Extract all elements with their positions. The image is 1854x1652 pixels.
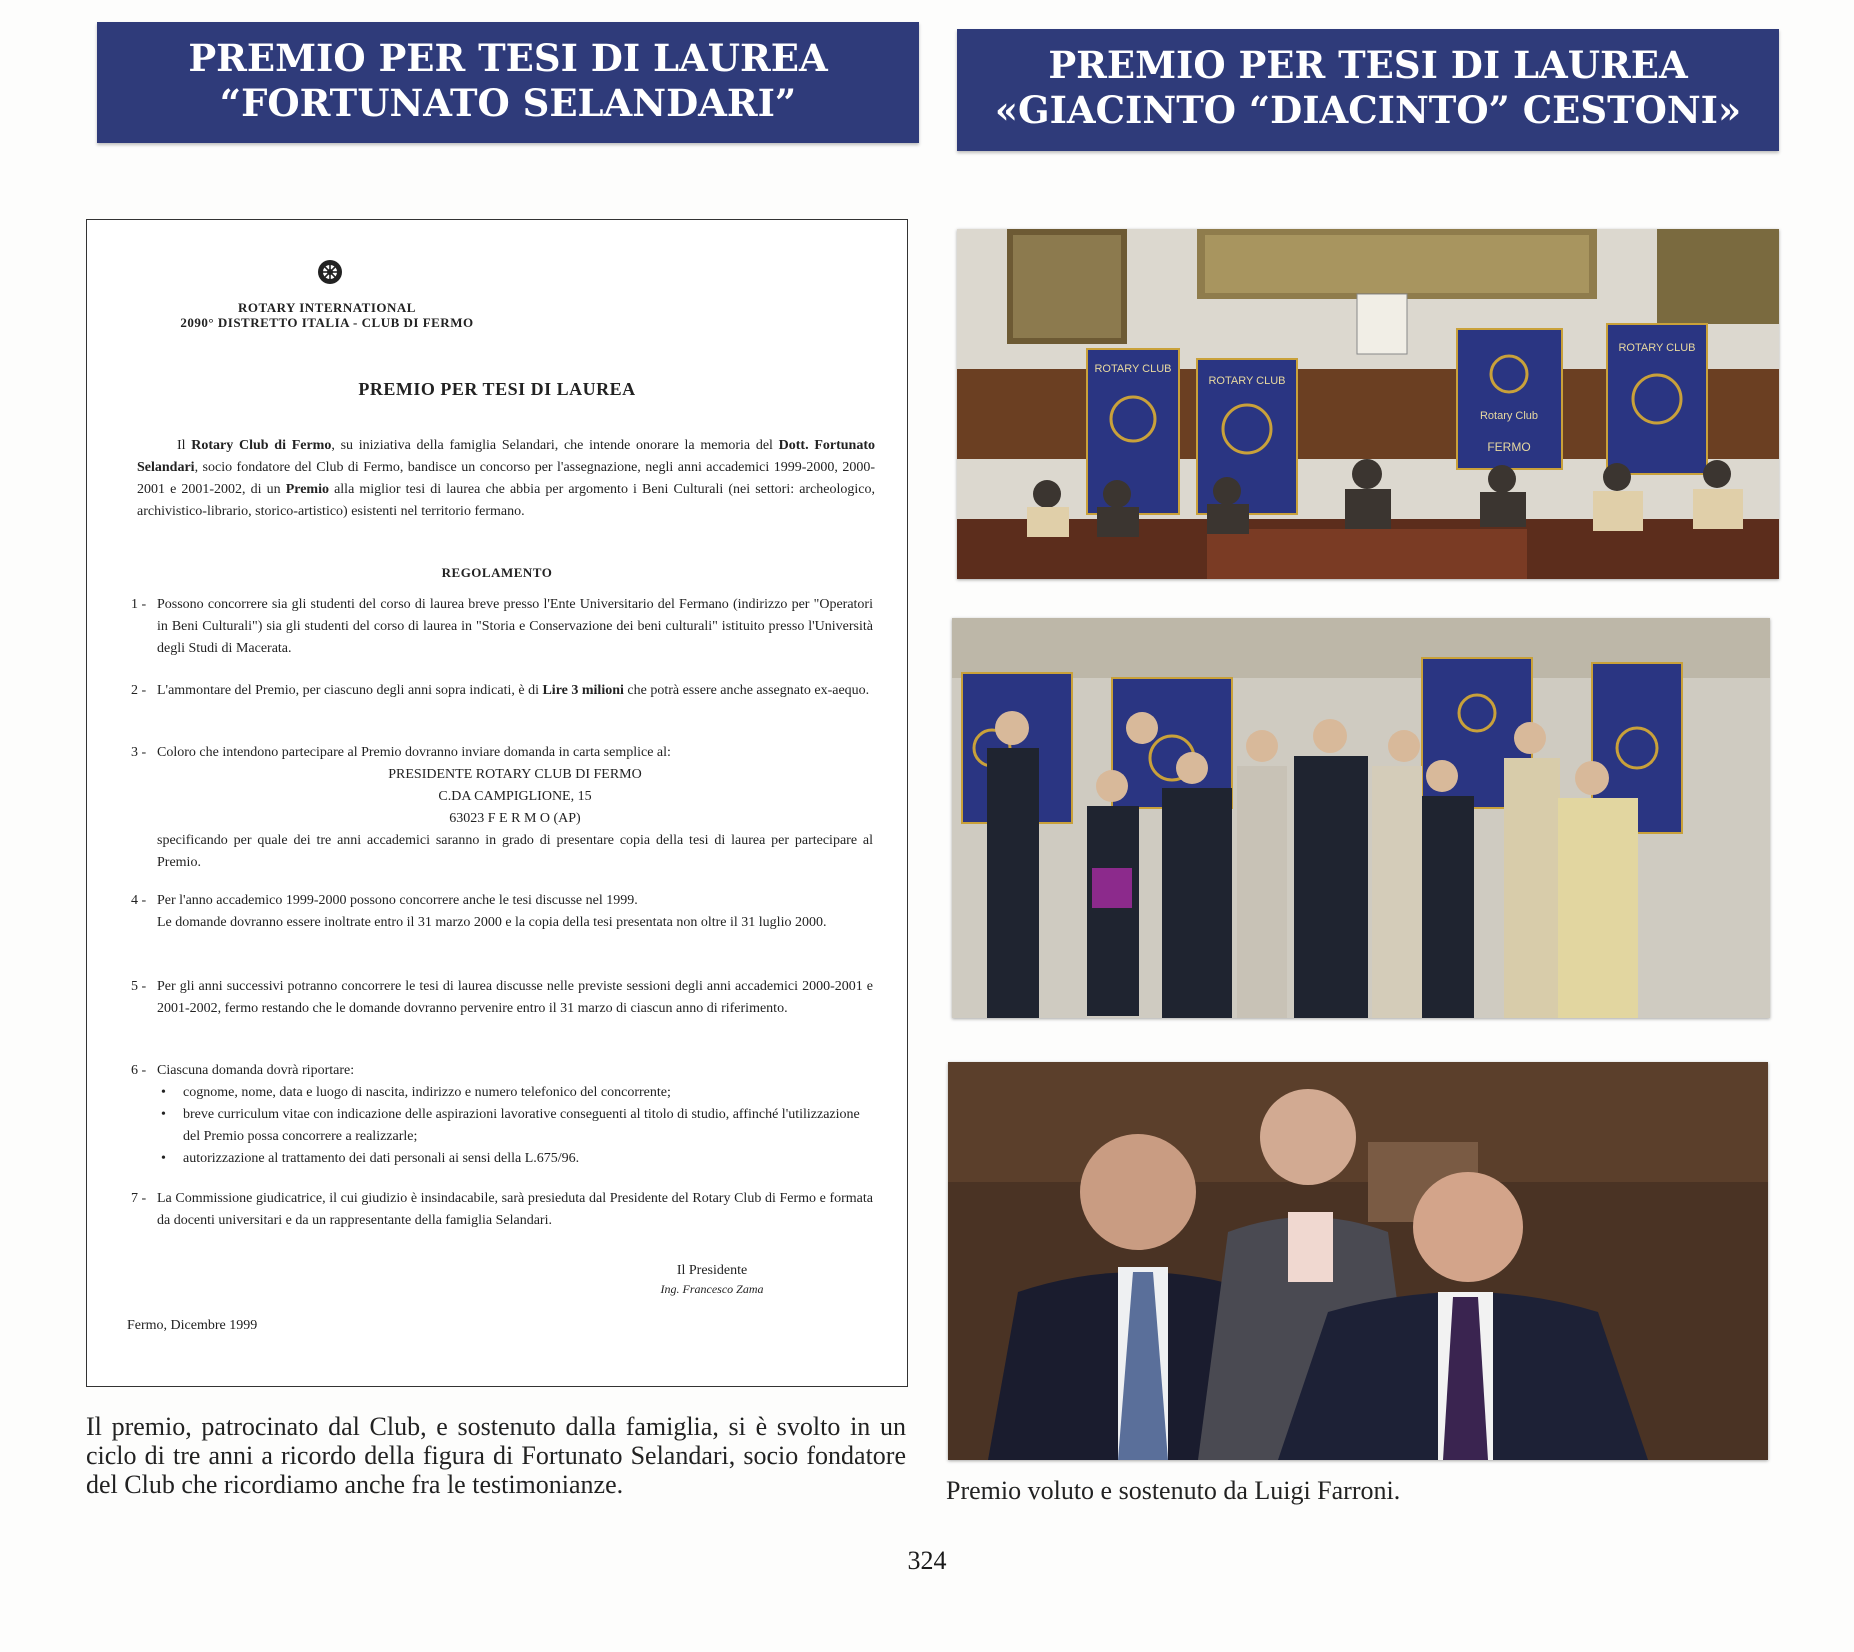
group-portrait-illustration	[952, 618, 1770, 1018]
left-title-banner	[97, 22, 919, 143]
bullet-item: • cognome, nome, data e luogo di nascita, indirizzo e numero telefonico del concorrente;	[157, 1082, 873, 1104]
org-line2: 2090° DISTRETTO ITALIA - CLUB DI FERMO	[180, 315, 474, 330]
rule-number: 4 -	[131, 893, 147, 908]
rule-number: 2 -	[131, 683, 147, 698]
photo-closeup	[948, 1062, 1768, 1460]
right-caption: Premio voluto e sostenuto da Luigi Farroni.	[946, 1476, 1401, 1505]
conference-panel-illustration	[957, 229, 1779, 579]
rule-item-2	[131, 680, 873, 702]
banner-label: FERMO	[1487, 440, 1531, 454]
signature-name: Ing. Francesco Zama	[660, 1282, 764, 1296]
intro-bold-club: Rotary Club di Fermo	[191, 438, 332, 453]
rule-item-4	[131, 890, 873, 934]
intro-bold-name: Dott. Fortunato Selandari	[137, 438, 875, 475]
rule-text: Per gli anni successivi potranno concorrere le tesi di laurea discusse nelle previste sessioni degli anni accademici 2000-2001 e 2001-2002, fermo restando che le domande dovranno pervenire entro il 31 marzo di ciascun anno di riferimento.	[157, 979, 873, 1016]
rule-item-7	[131, 1188, 873, 1232]
announcement-document	[86, 219, 908, 1387]
rule-number: 6 -	[131, 1063, 147, 1078]
banner-label: ROTARY CLUB	[1618, 342, 1696, 354]
bullet-icon: •	[161, 1085, 166, 1100]
prize-amount: Lire 3 milioni	[542, 683, 624, 698]
left-caption: Il premio, patrocinato dal Club, e sostenuto dalla famiglia, si è svolto in un ciclo di tre anni a ricordo della figura di Fortunato Selandari, socio fondatore del Club che ricordiamo anche fra le testimonianze.	[86, 1412, 906, 1499]
page-number: 324	[907, 1546, 947, 1575]
bullet-item: • autorizzazione al trattamento dei dati personali ai sensi della L.675/96.	[157, 1148, 873, 1170]
rule-text: Ciascuna domanda dovrà riportare:	[157, 1063, 355, 1078]
rule-item-3	[131, 742, 873, 874]
intro-text-4: alla miglior tesi di laurea che abbia per argomento i Beni Culturali (nei settori: archeologico, archivistico-librario, storico-artistico) esistenti nel territorio fermano.	[137, 482, 876, 519]
bullet-icon: •	[161, 1151, 166, 1166]
banner-label: Rotary Club	[1479, 410, 1539, 422]
address-line-2: C.DA CAMPIGLIONE, 15	[438, 789, 592, 804]
intro-text-3: , socio fondatore del Club di Fermo, bandisce un concorso per l'assegnazione, negli anni accademici 1999-2000, 2000-2001 e 2001-2002, di un	[137, 460, 875, 497]
rule-text: La Commissione giudicatrice, il cui giudizio è insindacabile, sarà presieduta dal Presidente del Rotary Club di Fermo e formata da docenti universitari e da un rappresentante della famiglia Selandari.	[157, 1191, 873, 1228]
rotary-wheel-icon	[317, 259, 343, 285]
right-title-banner	[957, 29, 1779, 151]
regolamento-heading: REGOLAMENTO	[441, 565, 553, 580]
rule-text: Coloro che intendono partecipare al Premio dovranno inviare domanda in carta semplice al: PRESIDENTE ROTARY CLUB DI FERMO C.DA CAMPIGLIONE, 15 63023 F E R M O (AP) specificando per quale dei tre anni accademici saranno in grado di presentare copia della tesi di laurea per partecipare al Premio.	[157, 745, 873, 870]
bullet-icon: •	[161, 1107, 166, 1122]
rule-item-6	[131, 1060, 873, 1170]
rule-item-5	[131, 976, 873, 1020]
intro-text-1: Il	[177, 438, 192, 453]
rule-text: Per l'anno accademico 1999-2000 possono concorrere anche le tesi discusse nel 1999. Le domande dovranno essere inoltrate entro il 31 marzo 2000 e la copia della tesi presentata non oltre il 31 luglio 2000.	[157, 893, 827, 930]
rule-number: 5 -	[131, 979, 147, 994]
right-title-line2: «GIACINTO “DIACINTO” CESTONI»	[994, 88, 1742, 132]
intro-paragraph	[137, 435, 875, 523]
rule-text: Possono concorrere sia gli studenti del corso di laurea breve presso l'Ente Universitario del Fermano (indirizzo per "Operatori in Beni Culturali") sia gli studenti del corso di laurea in "Storia e Conservazione dei beni culturali" istituito presso l'Università degli Studi di Macerata.	[157, 597, 873, 656]
rule-number: 1 -	[131, 597, 147, 612]
rule-number: 3 -	[131, 745, 147, 760]
photo-group-portrait	[952, 618, 1770, 1018]
rule-item-1	[131, 594, 873, 660]
org-header	[147, 300, 507, 330]
intro-bold-premio: Premio	[285, 482, 329, 497]
org-line1: ROTARY INTERNATIONAL	[238, 300, 416, 315]
place-date: Fermo, Dicembre 1999	[127, 1318, 258, 1333]
intro-text-2: , su iniziativa della famiglia Selandari, che intende onorare la memoria del	[331, 438, 779, 453]
signature-block	[617, 1260, 807, 1296]
right-title-line1: PREMIO PER TESI DI LAUREA	[1048, 43, 1688, 87]
left-title-line1: PREMIO PER TESI DI LAUREA	[188, 36, 828, 80]
rule-text: L'ammontare del Premio, per ciascuno degli anni sopra indicati, è di Lire 3 milioni che potrà essere anche assegnato ex-aequo.	[157, 683, 870, 698]
signature-title: Il Presidente	[676, 1263, 748, 1278]
bullet-item: • breve curriculum vitae con indicazione delle aspirazioni lavorative conseguenti al titolo di studio, affinché l'utilizzazione del Premio possa concorrere a realizzarle;	[157, 1104, 873, 1148]
rule-number: 7 -	[131, 1191, 147, 1206]
address-line-1: PRESIDENTE ROTARY CLUB DI FERMO	[388, 767, 642, 782]
banner-label: ROTARY CLUB	[1208, 375, 1286, 387]
address-line-3: 63023 F E R M O (AP)	[449, 811, 581, 826]
closeup-illustration	[948, 1062, 1768, 1460]
document-title: PREMIO PER TESI DI LAUREA	[358, 379, 636, 399]
photo-conference-panel	[957, 229, 1779, 579]
banner-label: ROTARY CLUB	[1094, 363, 1172, 375]
left-title-line2: “FORTUNATO SELANDARI”	[219, 81, 797, 125]
